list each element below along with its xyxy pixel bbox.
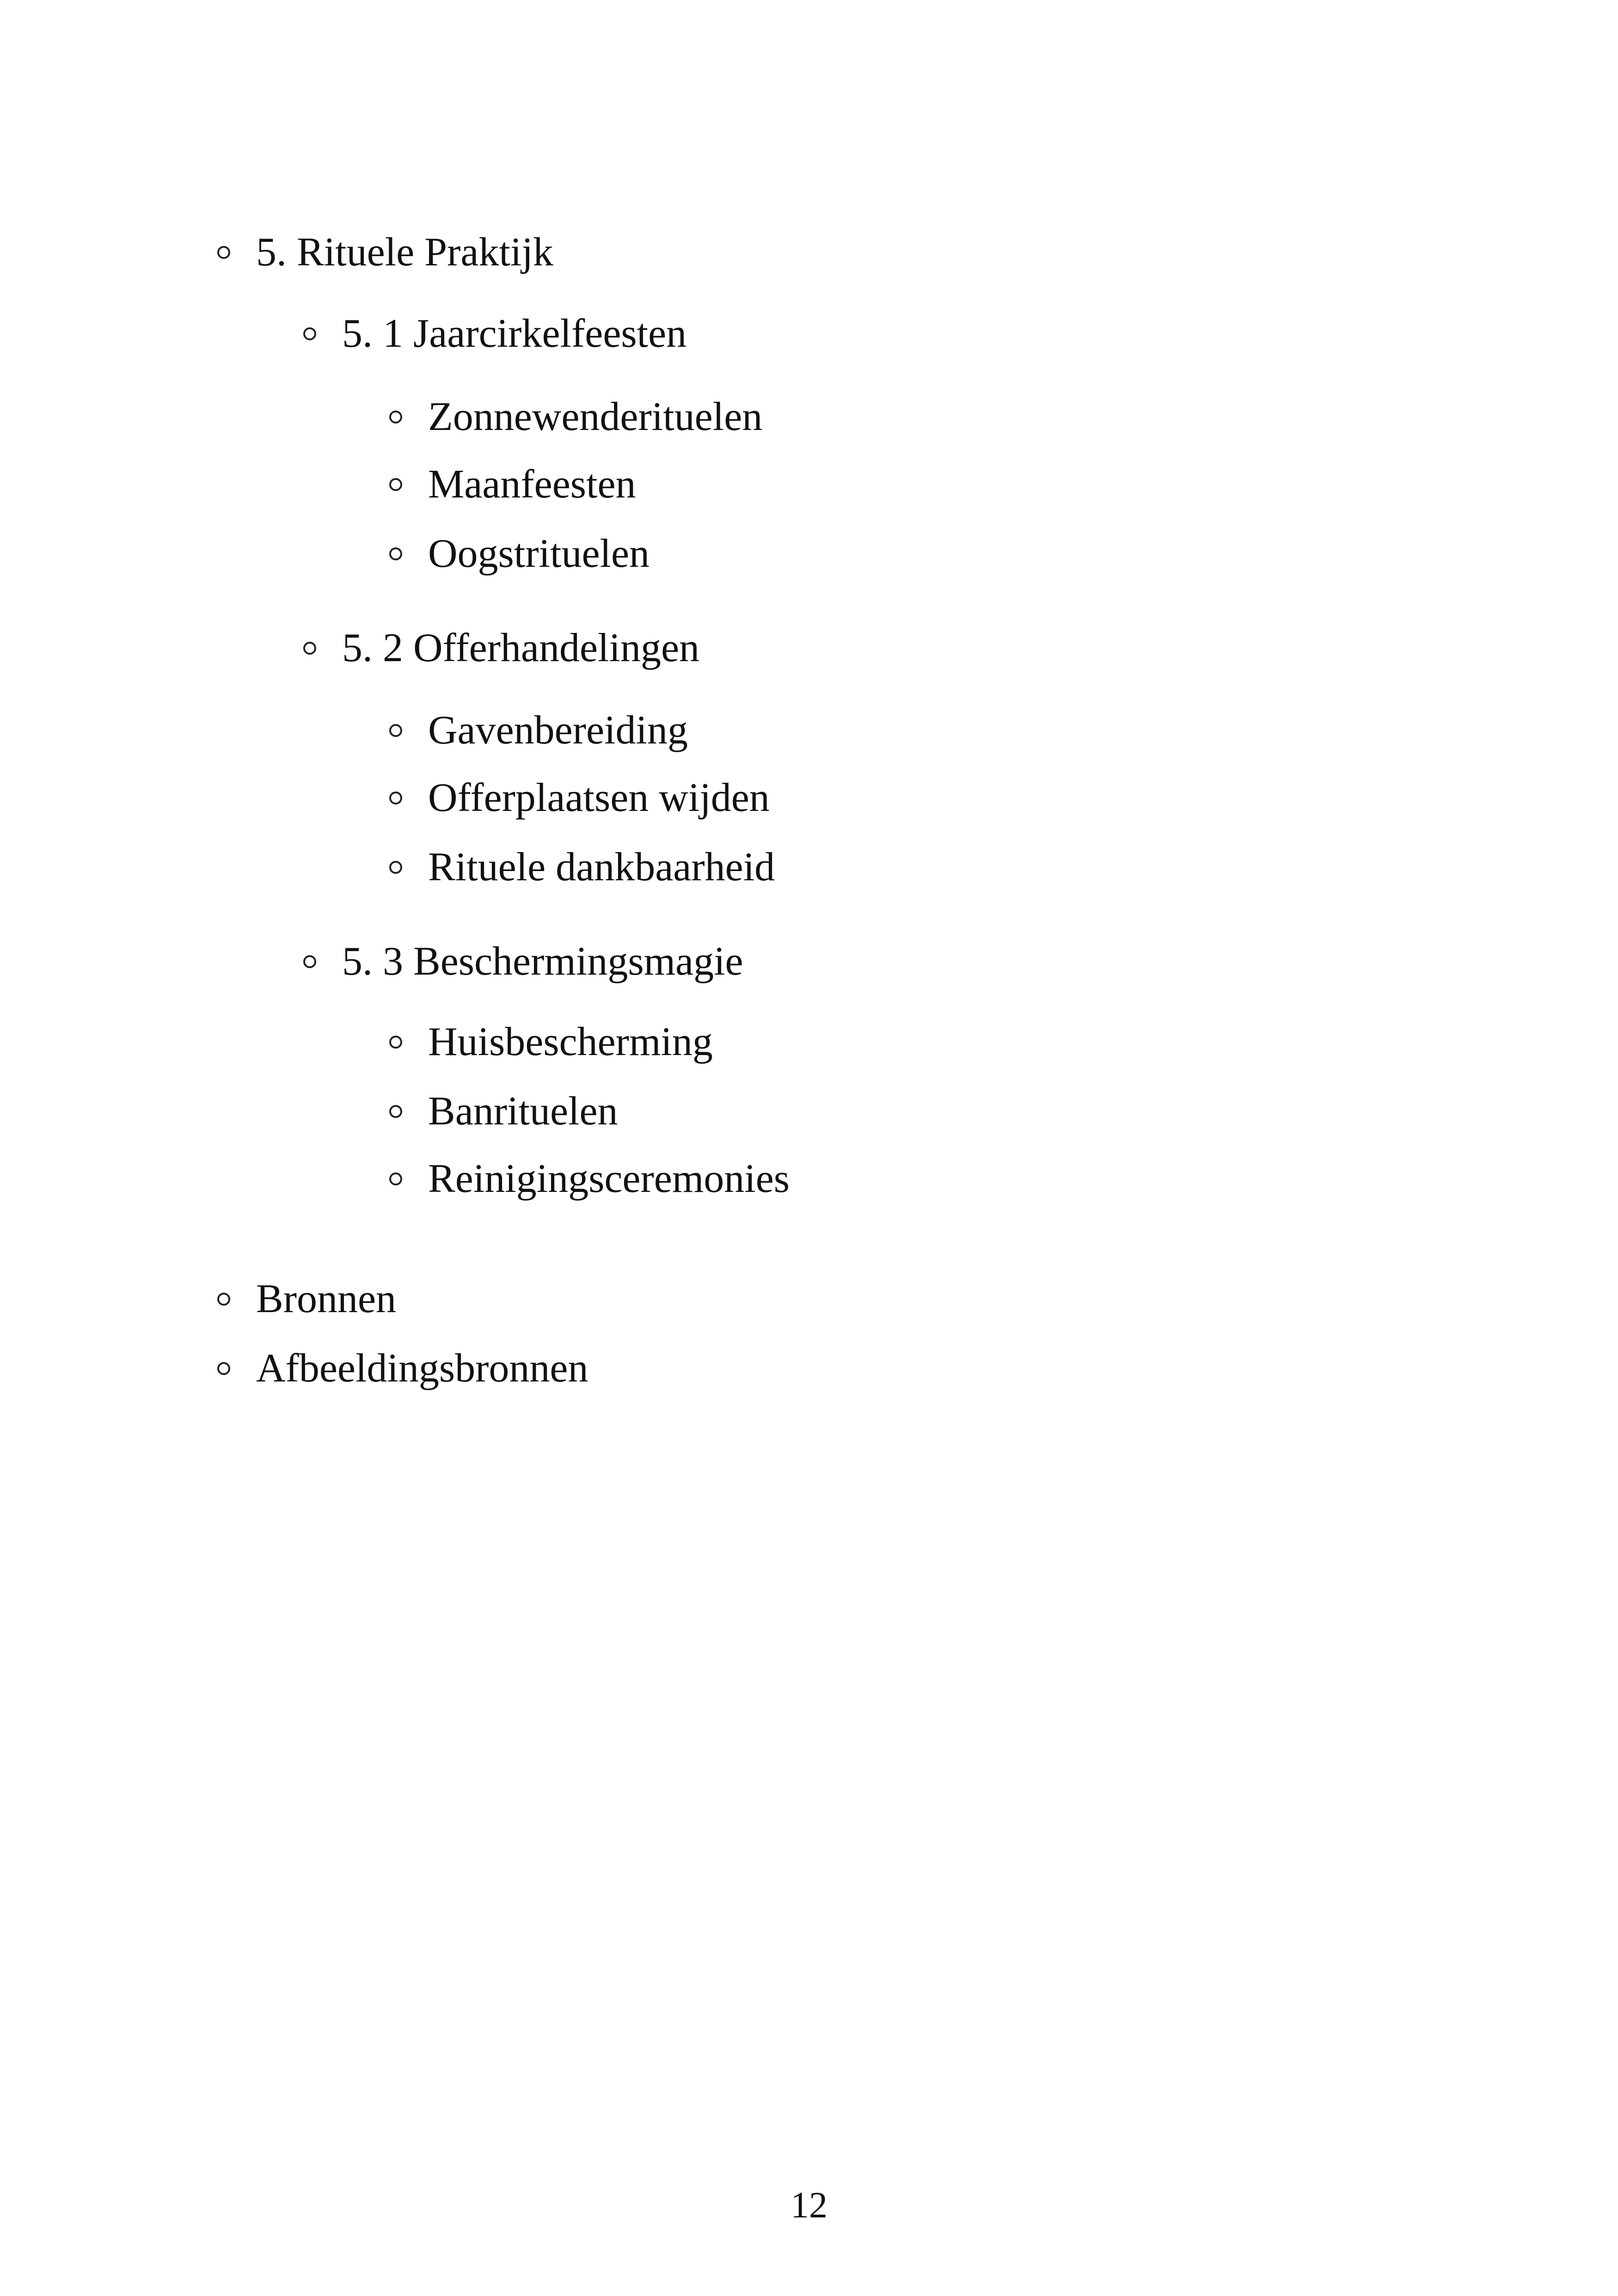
toc-item-label: 5. 2 Offerhandelingen <box>342 626 700 670</box>
circle-bullet-icon <box>303 642 316 655</box>
toc-item-afbeeldingsbronnen <box>217 1345 588 1392</box>
toc-item-section-5 <box>217 229 553 276</box>
toc-item-gavenbereiding <box>389 707 688 754</box>
toc-item-reinigingsceremonies <box>389 1156 790 1202</box>
circle-bullet-icon <box>389 478 402 491</box>
toc-item-label: Zonnewenderituelen <box>428 394 763 439</box>
circle-bullet-icon <box>303 955 316 968</box>
toc-item-rituele-dankbaarheid <box>389 844 775 890</box>
toc-item-label: Gavenbereiding <box>428 708 688 753</box>
circle-bullet-icon <box>217 1293 230 1306</box>
toc-item-label: 5. 3 Beschermingsmagie <box>342 939 743 984</box>
circle-bullet-icon <box>389 1173 402 1185</box>
toc-item-label: Banrituelen <box>428 1089 618 1134</box>
toc-item-zonnewenderituelen <box>389 394 762 440</box>
toc-item-label: Offerplaatsen wijden <box>428 775 770 820</box>
page-number: 12 <box>791 2185 827 2226</box>
toc-item-label: Reinigingsceremonies <box>428 1156 790 1201</box>
toc-item-maanfeesten <box>389 461 636 508</box>
toc-item-oogstrituelen <box>389 531 650 577</box>
toc-item-label: Afbeeldingsbronnen <box>256 1346 588 1391</box>
toc-item-section-5-3 <box>303 939 743 985</box>
toc-item-label: Oogstrituelen <box>428 531 650 576</box>
toc-item-label: Maanfeesten <box>428 462 636 507</box>
circle-bullet-icon <box>217 1362 230 1375</box>
circle-bullet-icon <box>217 246 230 259</box>
toc-item-section-5-2 <box>303 625 699 671</box>
toc-item-label: Rituele dankbaarheid <box>428 845 775 890</box>
circle-bullet-icon <box>389 411 402 424</box>
toc-item-label: Bronnen <box>256 1277 397 1321</box>
toc-item-banrituelen <box>389 1088 618 1135</box>
circle-bullet-icon <box>389 547 402 560</box>
circle-bullet-icon <box>389 724 402 737</box>
circle-bullet-icon <box>389 1036 402 1049</box>
toc-item-section-5-1 <box>303 311 686 357</box>
toc-item-offerplaatsen-wijden <box>389 775 770 821</box>
toc-item-label: 5. 1 Jaarcirkelfeesten <box>342 311 687 356</box>
circle-bullet-icon <box>389 861 402 874</box>
circle-bullet-icon <box>389 1105 402 1118</box>
toc-item-label: Huisbescherming <box>428 1019 713 1064</box>
toc-item-bronnen <box>217 1276 396 1322</box>
circle-bullet-icon <box>303 327 316 340</box>
toc-item-label: 5. Rituele Praktijk <box>256 230 553 275</box>
toc-item-huisbescherming <box>389 1019 713 1065</box>
circle-bullet-icon <box>389 792 402 804</box>
